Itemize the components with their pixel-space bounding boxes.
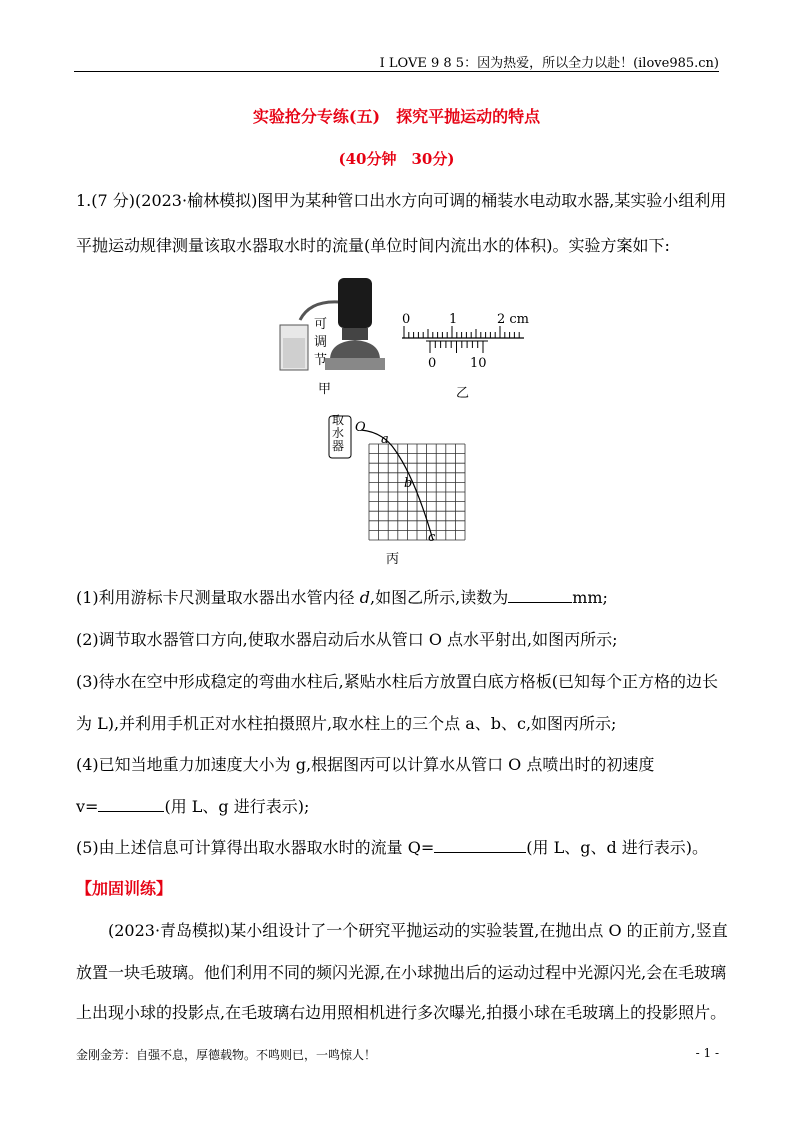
bing-point-c: c [428,530,436,545]
step-4-text-b: (用 L、g 进行表示); [164,797,310,816]
step-4-line2 [76,794,718,817]
step-1-var-d: d [359,588,371,607]
step-5-text-b: (用 L、g、d 进行表示)。 [526,838,709,857]
yi-top-tick-0: 0 [402,312,411,327]
water-trajectory [361,430,433,540]
step-4-text-a: v= [76,797,99,816]
q1-line2: 平抛运动规律测量该取水器取水时的流量(单位时间内流出水的体积)。实验方案如下: [76,236,670,255]
step-1-text-b: ,如图乙所示,读数为 [370,588,509,607]
yi-bottom-tick-0: 0 [428,356,437,371]
step-1-text-c: mm; [572,588,608,607]
figure-jia-label: 甲 [318,382,332,397]
jia-side-char-2: 调 [314,335,328,350]
page-subtitle: (40分钟 30分) [338,150,455,168]
step-5 [76,835,718,858]
bing-point-a: a [381,432,389,447]
reinforce-tag: 【加固训练】 [76,879,173,898]
jia-side-text [314,316,327,370]
footer-motto: 金刚金芳：自强不息，厚德载物。不鸣则已，一鸣惊人！ [76,1048,377,1062]
step-4-answer-blank[interactable] [98,797,164,812]
step-2: (2)调节取水器管口方向,使取水器启动后水从管口 O 点水平射出,如图丙所示; [76,630,618,649]
step-1-text-a: (1)利用游标卡尺测量取水器出水管内径 [76,588,360,607]
bing-device-char-1: 取 [332,413,345,427]
figure-yi-label: 乙 [456,386,470,401]
page-number: - 1 - [695,1046,719,1060]
figure-bing [325,412,470,547]
bing-device-text [332,414,344,453]
bing-device-char-3: 器 [332,439,345,453]
step-5-answer-blank[interactable] [434,838,526,853]
bing-point-O: O [355,420,366,435]
figure-bing-label: 丙 [386,552,400,567]
yi-top-tick-1: 1 [449,312,458,327]
page-title: 实验抢分专练(五) 探究平抛运动的特点 [252,107,541,126]
step-1-answer-blank[interactable] [508,588,572,603]
step-1 [76,585,718,608]
step-3-line1: (3)待水在空中形成稳定的弯曲水柱后,紧贴水柱后方放置白底方格板(已知每个正方格的边长 [76,672,718,691]
yi-top-tick-2: 2 cm [497,312,530,327]
header-rule [74,71,719,72]
yi-bottom-tick-1: 10 [470,356,487,371]
q1-line1: 1.(7 分)(2023·榆林模拟)图甲为某种管口出水方向可调的桶装水电动取水器,某实验小组利用 [76,191,727,210]
reinforce-line3: 上出现小球的投影点,在毛玻璃右边用照相机进行多次曝光,拍摄小球在毛玻璃上的投影照片。 [76,1003,727,1022]
reinforce-line2: 放置一块毛玻璃。他们利用不同的频闪光源,在小球抛出后的运动过程中光源闪光,会在毛玻璃 [76,963,727,982]
jia-side-char-1: 可 [314,317,328,332]
reinforce-line1: (2023·青岛模拟)某小组设计了一个研究平抛运动的实验装置,在抛出点 O 的正前方,竖直 [108,921,728,940]
step-4-line1: (4)已知当地重力加速度大小为 g,根据图丙可以计算水从管口 O 点喷出时的初速度 [76,755,655,774]
bing-point-b: b [404,476,413,491]
header-text: I LOVE 9 8 5：因为热爱，所以全力以赴！(ilove985.cn) [379,56,719,71]
step-5-text-a: (5)由上述信息可计算得出取水器取水时的流量 Q= [76,838,435,857]
jia-side-char-3: 节 [314,353,328,368]
step-3-line2: 为 L),并利用手机正对水柱拍摄照片,取水柱上的三个点 a、b、c,如图丙所示; [76,714,617,733]
bing-device-char-2: 水 [332,426,345,440]
